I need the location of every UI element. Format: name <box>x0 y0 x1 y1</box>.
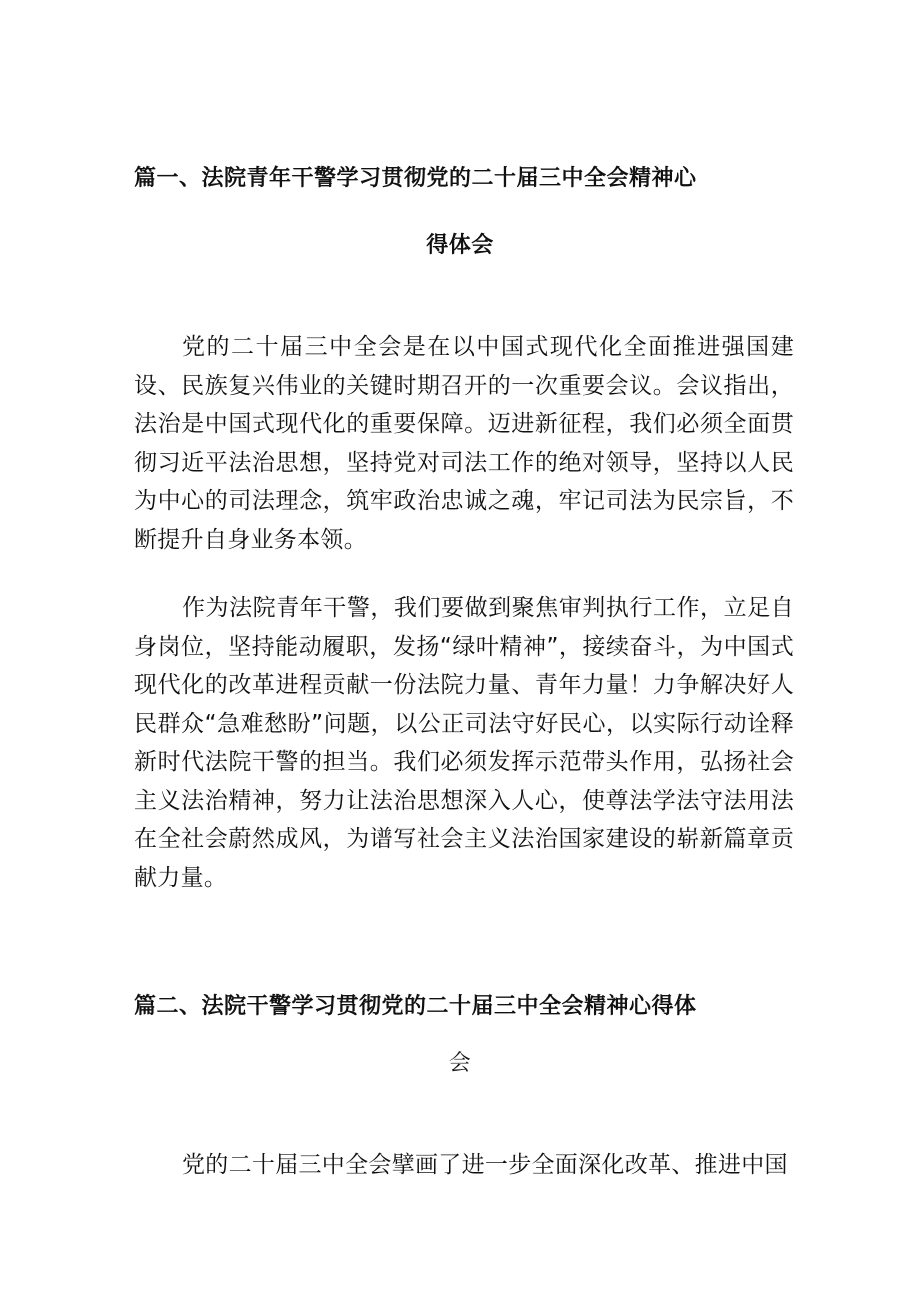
section2-paragraph-1: 党的二十届三中全会擘画了进一步全面深化改革、推进中国 <box>182 1152 788 1178</box>
section1-title-line1: 篇一、法院青年干警学习贯彻党的二十届三中全会精神心 <box>134 166 697 191</box>
section1-paragraph-2: 作为法院青年干警，我们要做到聚焦审判执行工作，立足自身岗位，坚持能动履职，发扬“绿叶精神”，接续奋斗，为中国式现代化的改革进程贡献一份法院力量、青年力量！力争解决好人民群众“急难愁盼”问题，以公正司法守好民心，以实际行动诠释新时代法院干警的担当。我们必须发挥示范带头作用，弘扬社会主义法治精神，努力让法治思想深入人心，使尊法学法守法用法在全社会蔚然成风，为谱写社会主义法治国家建设的崭新篇章贡献力量。 <box>134 595 794 891</box>
section1-title-line2: 得体会 <box>426 233 494 258</box>
section1-paragraph-1: 党的二十届三中全会是在以中国式现代化全面推进强国建设、民族复兴伟业的关键时期召开的一次重要会议。会议指出，法治是中国式现代化的重要保障。迈进新征程，我们必须全面贯彻习近平法治思想，坚持党对司法工作的绝对领导，坚持以人民为中心的司法理念，筑牢政治忠诚之魂，牢记司法为民宗旨，不断提升自身业务本领。 <box>134 334 794 553</box>
section2-title-line1: 篇二、法院干警学习贯彻党的二十届三中全会精神心得体 <box>134 994 697 1019</box>
section2-title-line2: 会 <box>448 1051 472 1076</box>
